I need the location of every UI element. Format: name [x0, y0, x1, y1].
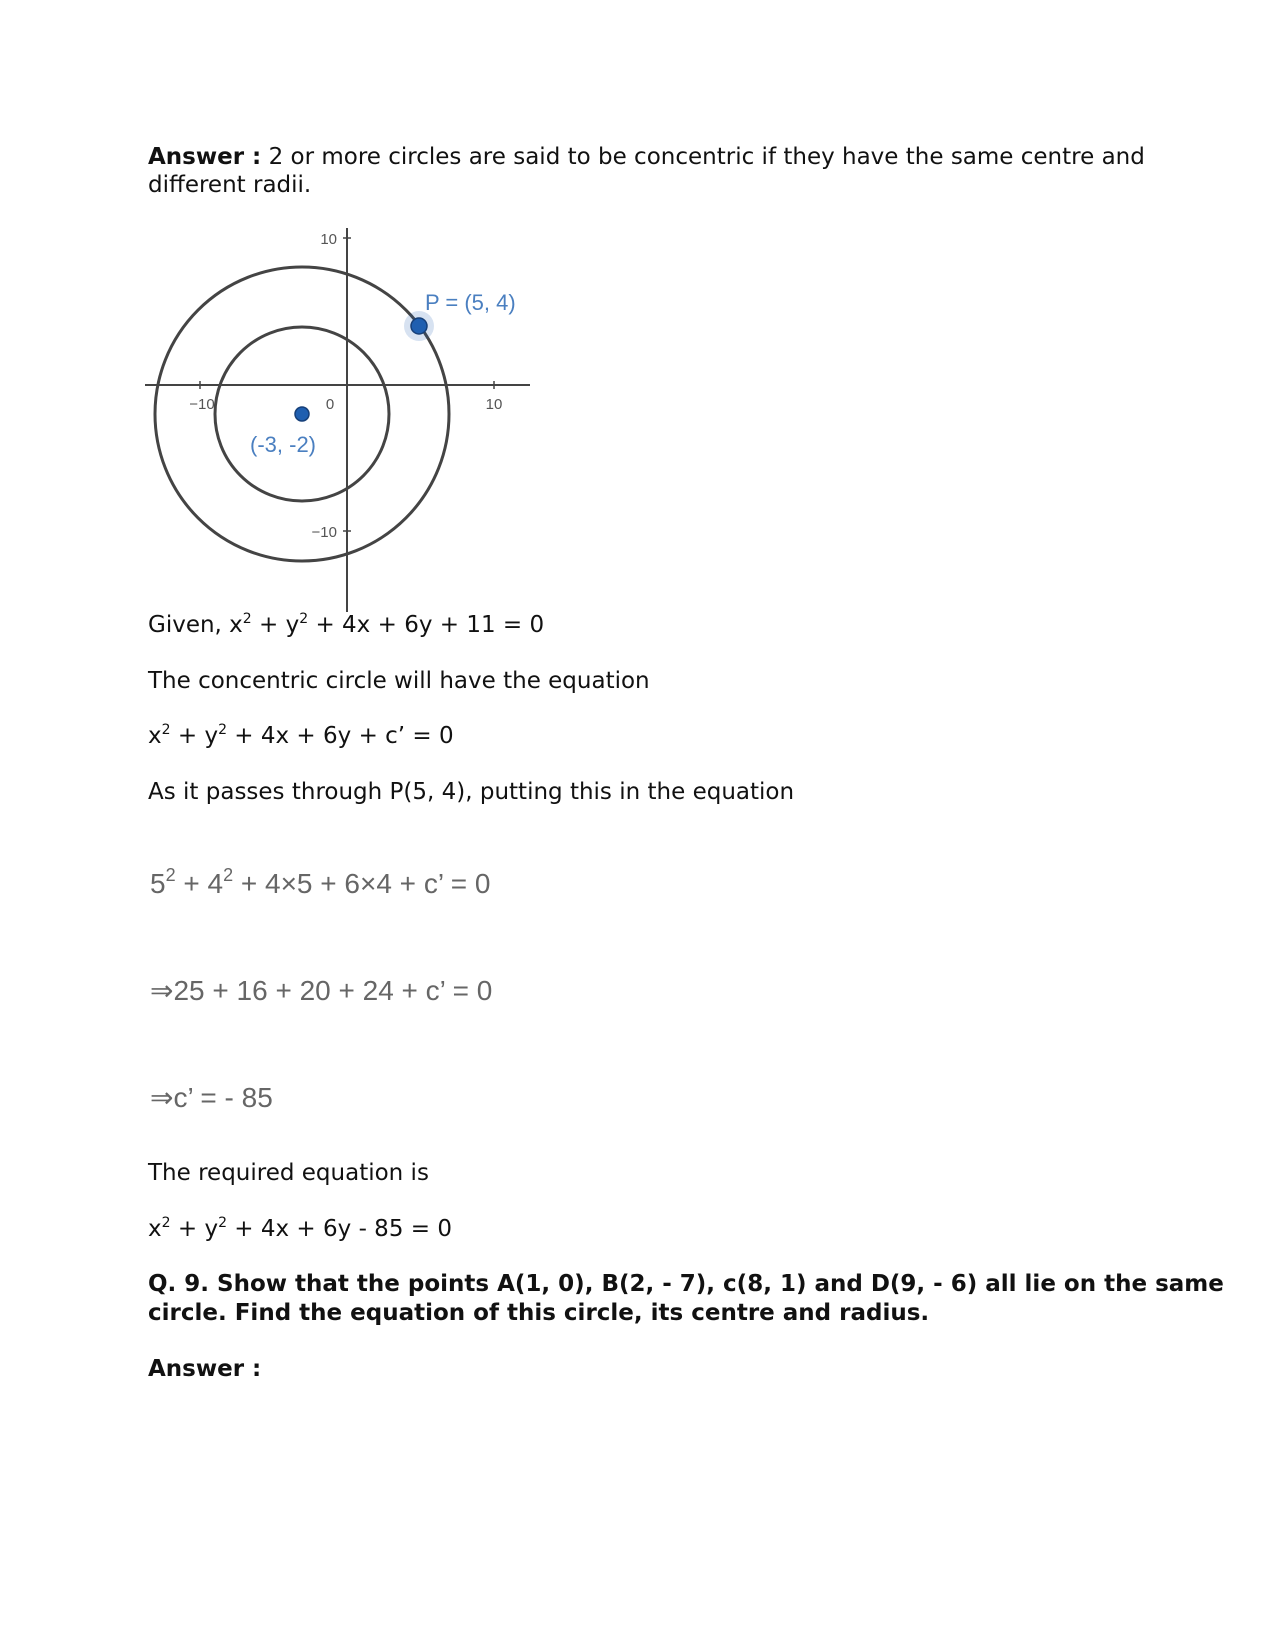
- x-tick-label-left: −10: [189, 396, 215, 413]
- step-2-equation: ⇒25 + 16 + 20 + 24 + c’ = 0: [150, 975, 493, 1006]
- center-point: [295, 407, 309, 421]
- y-tick-label-bottom: −10: [311, 524, 337, 541]
- point-p: [411, 318, 427, 334]
- concentric-equation: $x^2 + y^2 + 4x + 6y + c$’ = 0: [148, 722, 454, 749]
- passes-text: As it passes through P(5, 4), putting this in the equation: [148, 779, 795, 805]
- final-equation: $x^2 + y^2 + 4x + 6y - 85 = 0$: [148, 1215, 452, 1242]
- step-3-equation: ⇒c’ = - 85: [150, 1082, 273, 1113]
- given-equation: Given, $x^2 + y^2 + 4x + 6y + 11 = 0$: [148, 611, 545, 638]
- answer-label-2: Answer :: [148, 1356, 262, 1382]
- step-1-equation: $5^2 + 4^2 + 4\times 5 + 6\times 4 + c$’ = 0: [150, 865, 491, 899]
- required-text: The required equation is: [148, 1160, 429, 1186]
- question-line-2: circle. Find the equation of this circle, its centre and radius.: [148, 1300, 930, 1326]
- x-tick-label-right: 10: [485, 396, 503, 413]
- intro-text: 2 or more circles are said to be concentric if they have the same centre and: [261, 144, 1145, 170]
- question-line-1: Q. 9. Show that the points A(1, 0), B(2, - 7), c(8, 1) and D(9, - 6) all lie on the same: [148, 1271, 1224, 1297]
- intro-line-2: different radii.: [148, 172, 312, 198]
- concentric-text: The concentric circle will have the equation: [148, 668, 650, 694]
- intro-line-1: [148, 142, 1145, 172]
- point-p-label: P = (5, 4): [425, 290, 516, 315]
- answer-label: Answer :: [148, 144, 262, 170]
- concentric-circles-graph: [145, 228, 565, 612]
- center-label: (-3, -2): [250, 432, 316, 457]
- x-tick-label-origin: 0: [325, 396, 335, 413]
- y-tick-label-top: 10: [320, 231, 337, 248]
